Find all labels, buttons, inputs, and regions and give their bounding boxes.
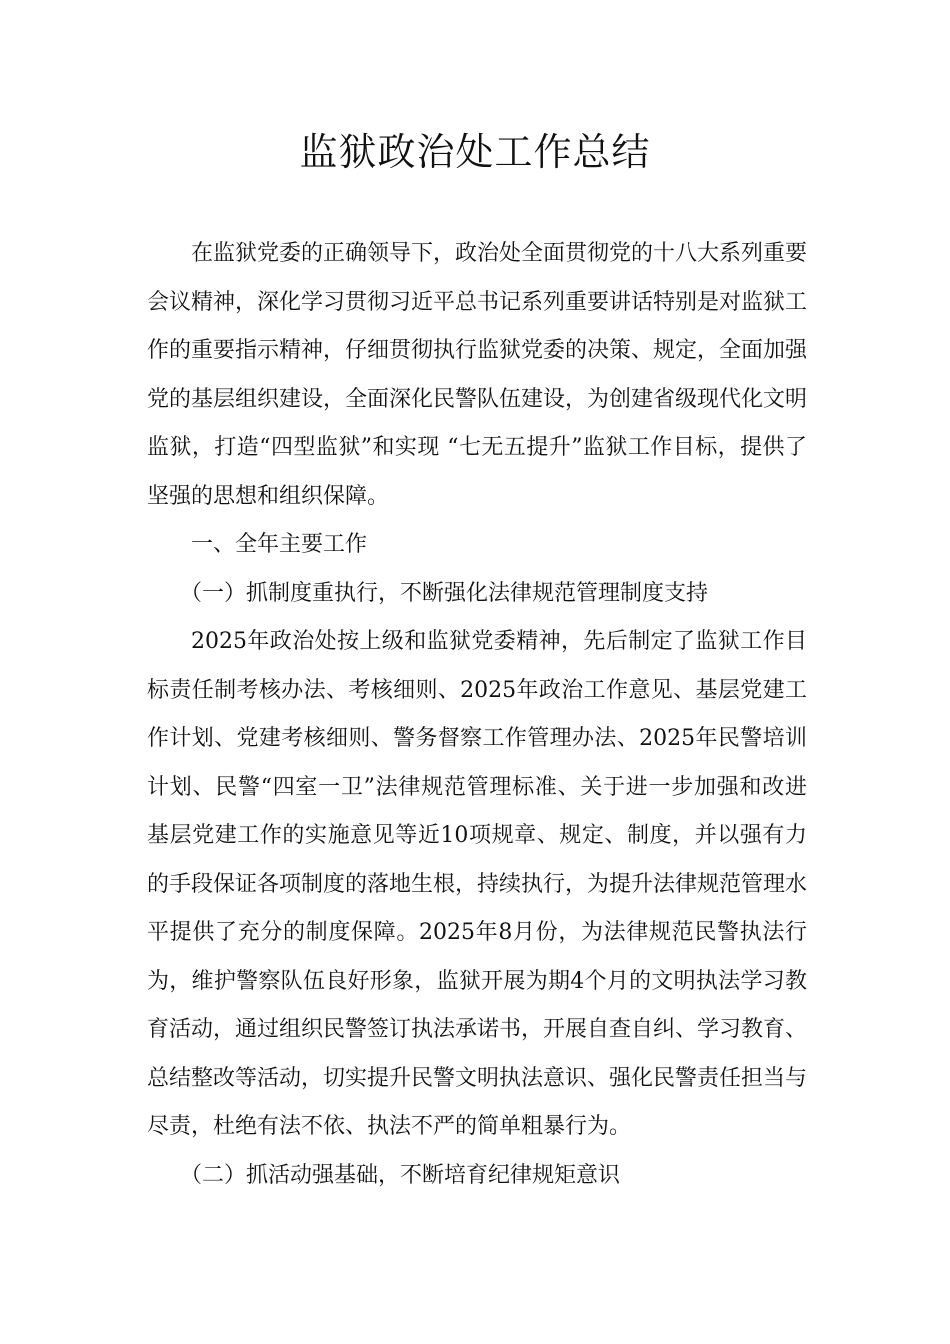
document-title: 监狱政治处工作总结 xyxy=(299,130,651,174)
paragraph-system-execution: 2025年政治处按上级和监狱党委精神，先后制定了监狱工作目标责任制考核办法、考核细则、2025年政治工作意见、基层党建工作计划、党建考核细则、警务督察工作管理办法、2025年民警培训计划、民警“四室一卫”法律规范管理标准、关于进一步加强和改进基层党建工作的实施意见等近10项规章、规定、制度，并以强有力的手段保证各项制度的落地生根，持续执行，为提升法律规范管理水平提供了充分的制度保障。2025年8月份，为法律规范民警执法行为，维护警察队伍良好形象，监狱开展为期4个月的文明执法学习教育活动，通过组织民警签订执法承诺书，开展自查自纠、学习教育、总结整改等活动，切实提升民警文明执法意识、强化民警责任担当与尽责，杜绝有法不依、执法不严的简单粗暴行为。 xyxy=(147,629,808,1139)
document-body xyxy=(147,230,807,1200)
subsection-heading-2: （二）抓活动强基础，不断培育纪律规矩意识 xyxy=(180,1162,621,1188)
subsection-heading-1: （一）抓制度重执行，不断强化法律规范管理制度支持 xyxy=(180,580,709,606)
paragraph-intro: 在监狱党委的正确领导下，政治处全面贯彻党的十八大系列重要会议精神，深化学习贯彻习近平总书记系列重要讲话特别是对监狱工作的重要指示精神，仔细贯彻执行监狱党委的决策、规定，全面加强党的基层组织建设，全面深化民警队伍建设，为创建省级现代化文明监狱，打造“四型监狱”和实现 “七无五提升”监狱工作目标，提供了坚强的思想和组织保障。 xyxy=(147,241,808,509)
section-heading-main-work: 一、全年主要工作 xyxy=(191,532,368,557)
